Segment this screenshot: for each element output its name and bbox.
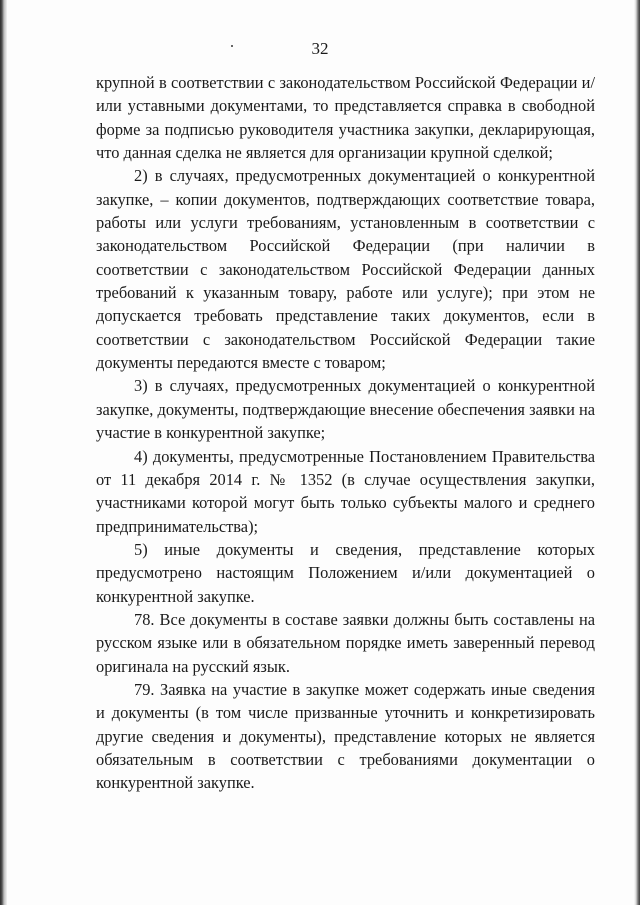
list-item-5: 5) иные документы и сведения, представление которых предусмотрено настоящим Положением и/или документацией о конкурентной закупке.: [96, 539, 595, 606]
list-item-2: 2) в случаях, предусмотренных документацией о конкурентной закупке, – копии документов, подтверждающих соответствие товара, работы или услуги требованиям, установленным в соответствии с законодательством Российской Федерации (при наличии в соответствии с законодательством Российской Федерации данных требований к указанным товару, работе или услуге); при этом не допускается требовать представление таких документов, если в соответствии с законодательством Российской Федерации такие документы передаются вместе с товаром;: [96, 166, 595, 373]
scan-left-edge: [0, 0, 7, 905]
document-body: [96, 71, 595, 795]
clause-78: 78. Все документы в составе заявки должны быть составлены на русском языке или в обязательном порядке иметь заверенный перевод оригинала на русский язык.: [96, 609, 595, 676]
paragraph-continuation: крупной в соответствии с законодательством Российской Федерации и/или уставными документами, то представляется справка в свободной форме за подписью руководителя участника закупки, декларирующая, что данная сделка не является для организации крупной сделкой;: [96, 73, 595, 163]
list-item-4: 4) документы, предусмотренные Постановлением Правительства от 11 декабря 2014 г. № 1352 (в случае осуществления закупки, участниками которой могут быть только субъекты малого и среднего предпринимательства);: [96, 446, 595, 536]
clause-79: 79. Заявка на участие в закупке может содержать иные сведения и документы (в том числе призванные уточнить и конкретизировать другие сведения и документы), представление которых не является обязательным в соответствии с требованиями документации о конкурентной закупке.: [96, 679, 595, 793]
scan-right-edge: [634, 0, 640, 905]
page-number: 32: [311, 39, 329, 58]
list-item-3: 3) в случаях, предусмотренных документацией о конкурентной закупке, документы, подтверждающие внесение обеспечения заявки на участие в конкурентной закупке;: [96, 376, 595, 443]
